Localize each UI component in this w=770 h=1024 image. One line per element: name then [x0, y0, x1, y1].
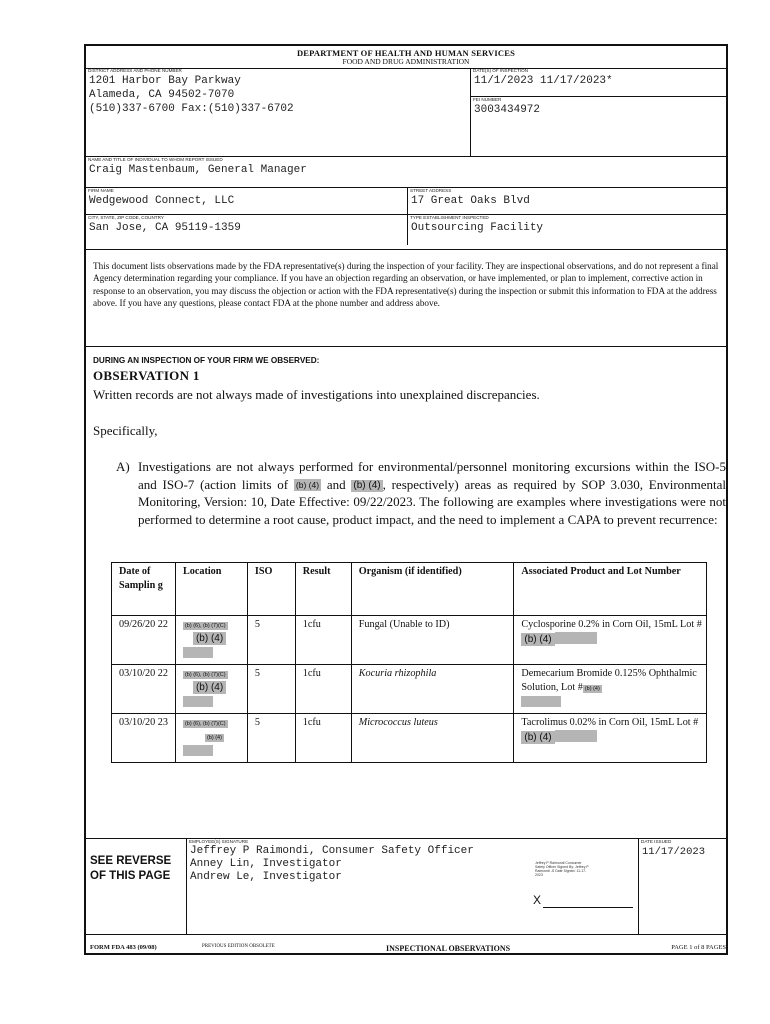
item-marker: A) [116, 459, 130, 474]
product-text: Tacrolimus 0.02% in Corn Oil, 15mL Lot # [521, 717, 699, 728]
redaction-block [183, 696, 213, 707]
district-city: Alameda, CA 94502-7070 [89, 89, 235, 101]
inspection-dates: 11/1/2023 11/17/2023* [474, 75, 613, 87]
recipient-cell [86, 157, 726, 185]
cell-organism: Kocuria rhizophila [351, 665, 514, 714]
cell-date: 03/10/20 23 [112, 714, 176, 763]
cell-organism: Micrococcus luteus [351, 714, 514, 763]
employee-1: Jeffrey P Raimondi, Consumer Safety Officer [190, 845, 474, 857]
redaction-box: (b) (6), (b) (7)(C) [184, 721, 226, 727]
observation-table [111, 562, 707, 763]
street-address-cell [408, 188, 726, 213]
employee-2: Anney Lin, Investigator [190, 858, 342, 870]
cell-location [175, 665, 247, 714]
observation-title: OBSERVATION 1 [93, 368, 200, 383]
cell-result: 1cfu [295, 665, 351, 714]
intro-text: This document lists observations made by the FDA representative(s) during the inspection of your facility. They are inspectional observations, and do not represent a final Agency determination regarding your compliance. If you have an objection regarding an observation, or have implemented, or plan to implement, corrective action in response to an observation, you may discuss the objection or action with the FDA representative(s) during the inspection or submit this information to FDA at the address above. If you have any questions, please contact FDA at the phone number and address above. [93, 261, 719, 309]
see-reverse-line1: SEE REVERSE [90, 855, 172, 867]
redaction-box: (b) (4) [206, 735, 222, 741]
fei-number: 3003434972 [474, 104, 541, 116]
redaction-block [555, 730, 597, 742]
cell-iso: 5 [247, 714, 295, 763]
employee-signature-cell [187, 839, 632, 934]
page-count: PAGE 1 of 8 PAGES [671, 944, 726, 951]
recipient-label: NAME AND TITLE OF INDIVIDUAL TO WHOM REPORT ISSUED [88, 157, 223, 162]
city-cell [86, 215, 407, 245]
table-header: Organism (if identified) [351, 563, 514, 616]
cell-location [175, 616, 247, 665]
redaction-box: (b) (4) [353, 479, 381, 491]
redaction-box: (b) (4) [193, 632, 226, 645]
table-row [112, 665, 707, 714]
city-label: CITY, STATE, ZIP CODE, COUNTRY [88, 215, 164, 220]
table-header: Location [175, 563, 247, 616]
cell-iso: 5 [247, 665, 295, 714]
redaction-box: (b) (4) [193, 681, 226, 694]
cell-result: 1cfu [295, 616, 351, 665]
form-header [86, 46, 726, 69]
table-header: Associated Product and Lot Number [514, 563, 707, 616]
form-number: FORM FDA 483 (09/08) [90, 944, 157, 951]
district-address-cell [86, 68, 470, 156]
paragraph-text-part1: Investigations are not always performed for environmental/personnel monitoring excursions within the ISO-5 and ISO-7 (action limits of [138, 459, 726, 492]
paragraph-text-part2: , respectively) areas as required by SOP 3.030, Environmental Monitoring, Version: 10, Date Effective: 09/22/2023. The following are examples where investigations were not performed to determine a root cause, product impact, and the need to implement a CAPA to prevent recurrence: [138, 476, 727, 527]
redaction-box: (b) (4) [521, 633, 554, 646]
observation-heading: DURING AN INSPECTION OF YOUR FIRM WE OBSERVED: [93, 356, 320, 365]
see-reverse-notice [90, 854, 171, 884]
establishment-type: Outsourcing Facility [411, 222, 544, 234]
redaction-box: (b) (6), (b) (7)(C) [184, 623, 226, 629]
recipient-name: Craig Mastenbaum, General Manager [89, 164, 307, 176]
city-state-zip: San Jose, CA 95119-1359 [89, 222, 241, 234]
employee-signature-label: EMPLOYEE(S) SIGNATURE [189, 839, 249, 844]
cell-date: 09/26/20 22 [112, 616, 176, 665]
firm-name: Wedgewood Connect, LLC [89, 195, 235, 207]
observation-paragraph-a [116, 458, 726, 528]
table-row [112, 714, 707, 763]
redaction-block [521, 696, 561, 707]
inspection-dates-label: DATE(S) OF INSPECTION [473, 68, 529, 73]
see-reverse-line2: OF THIS PAGE [90, 870, 171, 882]
redaction-box: (b) (4) [521, 731, 554, 744]
cell-iso: 5 [247, 616, 295, 665]
fei-number-label: FEI NUMBER [473, 97, 502, 102]
product-text: Cyclosporine 0.2% in Corn Oil, 15mL Lot # [521, 619, 702, 630]
product-text: Demecarium Bromide 0.125% Ophthalmic Solution, Lot # [521, 668, 697, 693]
table-header: Result [295, 563, 351, 616]
redaction-block [183, 745, 213, 756]
digital-signature-stamp: Jeffrey P Raimondi Consumer Safety Officer Signed By: Jeffrey P Raimondi -S Date Signed: 11-17-2023 [535, 861, 589, 877]
district-street: 1201 Harbor Bay Parkway [89, 75, 241, 87]
date-issued-label: DATE ISSUED [641, 839, 672, 844]
cell-organism: Fungal (Unable to ID) [351, 616, 514, 665]
fei-number-cell [471, 97, 726, 137]
cell-product [514, 714, 707, 763]
agency-name: FOOD AND DRUG ADMINISTRATION [342, 57, 470, 66]
observation-summary: Written records are not always made of investigations into unexplained discrepancies. [93, 387, 540, 402]
fda-483-form [84, 44, 728, 955]
street-address: 17 Great Oaks Blvd [411, 195, 530, 207]
table-header-row [112, 563, 707, 616]
firm-name-label: FIRM NAME [88, 188, 114, 193]
establishment-type-label: TYPE ESTABLISHMENT INSPECTED [410, 215, 489, 220]
cell-date: 03/10/20 22 [112, 665, 176, 714]
department-name: DEPARTMENT OF HEALTH AND HUMAN SERVICES [296, 48, 516, 58]
cell-location [175, 714, 247, 763]
cell-product [514, 616, 707, 665]
district-phone: (510)337-6700 Fax:(510)337-6702 [89, 103, 294, 115]
table-header: ISO [247, 563, 295, 616]
previous-edition: PREVIOUS EDITION OBSOLETE [202, 944, 275, 949]
paragraph-and: and [326, 476, 346, 492]
date-issued: 11/17/2023 [642, 846, 706, 858]
redaction-block [555, 632, 597, 644]
cell-result: 1cfu [295, 714, 351, 763]
footer-title: INSPECTIONAL OBSERVATIONS [386, 944, 511, 953]
specifically-label: Specifically, [93, 423, 158, 438]
street-address-label: STREET ADDRESS [410, 188, 452, 193]
establishment-type-cell [408, 215, 726, 245]
cell-product [514, 665, 707, 714]
redaction-block [183, 647, 213, 658]
employee-3: Andrew Le, Investigator [190, 871, 342, 883]
date-issued-cell [639, 839, 726, 934]
table-row [112, 616, 707, 665]
inspection-dates-cell [471, 68, 726, 96]
table-header: Date of Samplin g [112, 563, 176, 616]
redaction-box: (b) (6), (b) (7)(C) [184, 672, 226, 678]
redaction-box: (b) (4) [295, 479, 320, 490]
district-address-label: DISTRICT ADDRESS AND PHONE NUMBER [88, 68, 182, 73]
firm-name-cell [86, 188, 407, 213]
redaction-box: (b) (4) [584, 686, 600, 692]
signature-x: X [533, 893, 542, 907]
signature-line [543, 907, 633, 908]
